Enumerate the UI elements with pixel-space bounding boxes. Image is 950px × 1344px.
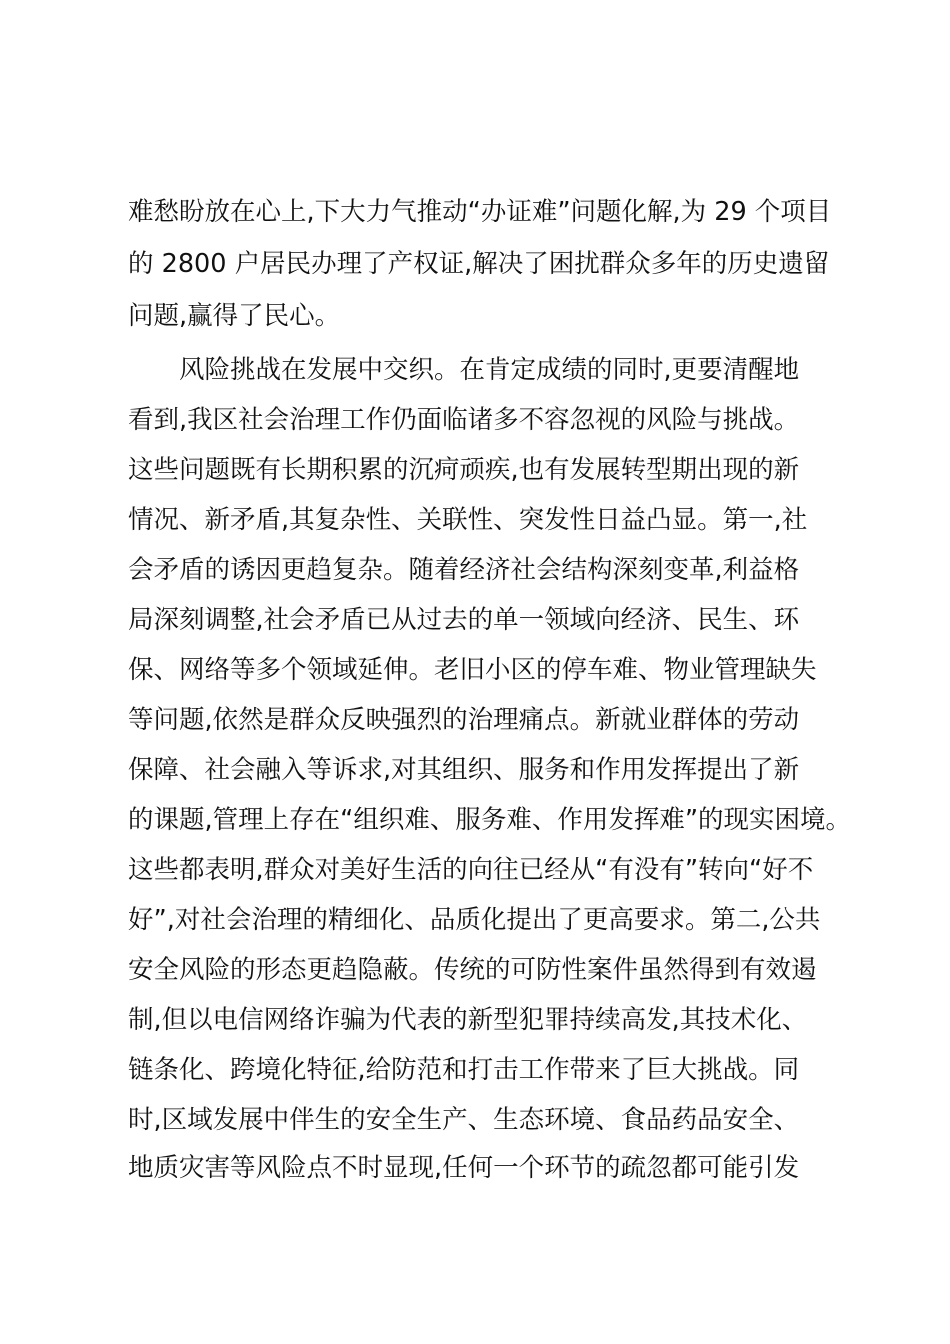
text-line: 制,但以电信网络诈骗为代表的新型犯罪持续高发,其技术化、 [128, 1005, 808, 1035]
text-line: 的课题,管理上存在“组织难、服务难、作用发挥难”的现实困境。 [128, 805, 852, 835]
text-line: 这些问题既有长期积累的沉疴顽疾,也有发展转型期出现的新 [128, 455, 800, 485]
text-line: 这些都表明,群众对美好生活的向往已经从“有没有”转向“好不 [128, 855, 814, 885]
text-line: 的 2800 户居民办理了产权证,解决了困扰群众多年的历史遗留 [128, 249, 830, 279]
text-line: 情况、新矛盾,其复杂性、关联性、突发性日益凸显。第一,社 [128, 505, 808, 535]
text-line: 看到,我区社会治理工作仍面临诸多不容忽视的风险与挑战。 [128, 405, 800, 435]
text-line: 好”,对社会治理的精细化、品质化提出了更高要求。第二,公共 [128, 905, 821, 935]
text-line: 安全风险的形态更趋隐蔽。传统的可防性案件虽然得到有效遏 [128, 955, 817, 985]
text-line: 难愁盼放在心上,下大力气推动“办证难”问题化解,为 29 个项目 [128, 197, 832, 227]
text-line: 等问题,依然是群众反映强烈的治理痛点。新就业群体的劳动 [128, 705, 800, 735]
text-line: 地质灾害等风险点不时显现,任何一个环节的疏忽都可能引发 [128, 1153, 800, 1183]
text-line: 保、网络等多个领域延伸。老旧小区的停车难、物业管理缺失 [128, 655, 817, 685]
text-line: 保障、社会融入等诉求,对其组织、服务和作用发挥提出了新 [128, 755, 800, 785]
text-line: 会矛盾的诱因更趋复杂。随着经济社会结构深刻变革,利益格 [128, 555, 800, 585]
text-line: 链条化、跨境化特征,给防范和打击工作带来了巨大挑战。同 [128, 1055, 800, 1085]
text-line: 局深刻调整,社会矛盾已从过去的单一领域向经济、民生、环 [128, 605, 800, 635]
text-line: 时,区域发展中伴生的安全生产、生态环境、食品药品安全、 [128, 1105, 800, 1135]
text-line: 问题,赢得了民心。 [128, 301, 341, 331]
text-line: 风险挑战在发展中交织。在肯定成绩的同时,更要清醒地 [128, 355, 800, 385]
